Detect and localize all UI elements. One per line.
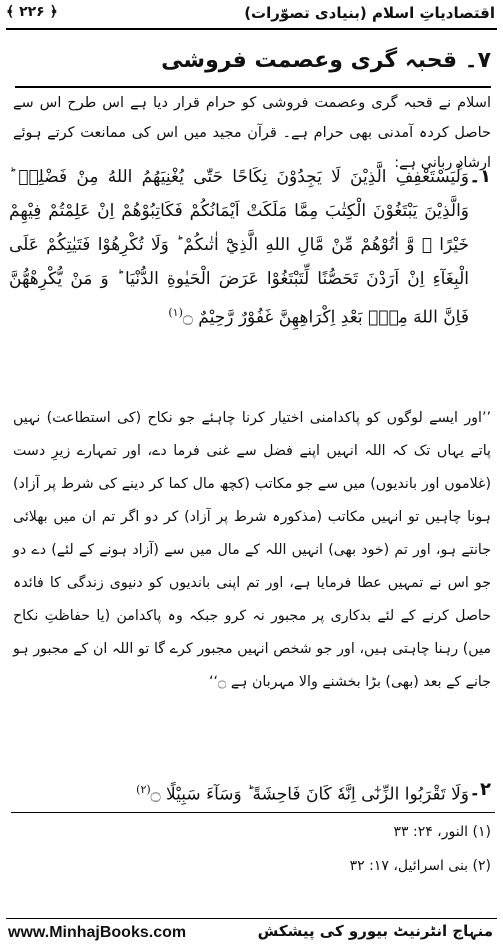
page-header [0,0,503,30]
footnote-divider [11,812,495,813]
verse-1-arabic: وَلْيَسْتَعْفِفِ الَّذِيْنَ لَا يَجِدُوْنَ نِكَاحًا حَتّٰى يُغْنِيَهُمُ اللهُ مِنْ فَضْلِهٖ ؕ وَالَّذِيْنَ يَبْتَغُوْنَ الْكِتٰبَ مِمَّا مَلَكَتْ اَيْمَانُكُمْ فَكَاتِبُوْهُمْ اِنْ عَلِمْتُمْ فِيْهِمْ خَيْرًا ۖ وَّ اٰتُوْهُمْ مِّنْ مَّالِ اللهِ الَّذِيْٓ اٰتٰىكُمْ ؕ وَلَا تُكْرِهُوْا فَتَيٰتِكُمْ عَلَى الْبِغَآءِ اِنْ اَرَدْنَ تَحَصُّنًا لِّتَبْتَغُوْا عَرَضَ الْحَيٰوةِ الدُّنْيَا ؕ وَ مَنْ يُّكْرِهْهُّنَّ فَاِنَّ اللهَ مِنْۢ بَعْدِ اِكْرَاهِهِنَّ غَفُوْرٌ رَّحِيْمٌ ۝ [9,167,469,328]
verse-1-translation: ’’اور ایسے لوگوں کو پاکدامنی اختیار کرنا چاہئے جو نکاح (کی استطاعت) نہیں پاتے یہاں تک کہ اللہ انہیں اپنے فضل سے غنی فرما دے، اور تمہارے زیرِ دست (غلاموں اور باندیوں) میں سے جو مکاتب (کچھ مال کما کر دینے کی شرط پر آزاد) ہونا چاہیں تو انہیں مکاتب (مذکورہ شرط پر آزاد) کر دو اگر تم ان میں بھلائی جانتے ہو، اور تم (خود بھی) انہیں اللہ کے مال میں سے (آزاد ہونے کے لئے) دے دو جو اس نے تمہیں عطا فرمایا ہے، اور تم اپنی باندیوں کو دنیوی زندگی کا فائدہ حاصل کرنے کے لئے بدکاری پر مجبور نہ کرو جبکہ وہ پاکدامن (یا حفاظتِ نکاح میں) رہنا چاہتی ہیں، اور جو شخص انہیں مجبور کرے گا تو اللہ ان کے مجبور ہو جانے کے بعد (بھی) بڑا بخشنے والا مہربان ہے ۝‘‘ [13,410,491,690]
page-number: ﴾ ۲۲۶ ﴿ [6,4,58,20]
verse-2-number: ۲۔ [469,779,491,800]
header-divider [6,28,497,30]
verse-2-ref: (۲) [136,783,151,796]
book-title: اقتصادیاتِ اسلام (بنیادی تصوّرات) [244,4,495,22]
verse-2-arabic: وَلَا تَقْرَبُوا الزِّنٰٓى اِنَّهٗ كَانَ فَاحِشَةً ؕ وَسَآءَ سَبِيْلًا ۝ [150,784,469,805]
presenter-credit: منہاج انٹرنیٹ بیورو کی پیشکش [257,922,493,940]
verse-1-number: ۱۔ [469,166,491,187]
footnote-2: (۲) بنی اسرائیل، ۱۷: ۳۲ [349,858,491,874]
footer-divider [6,918,497,919]
footnote-1: (۱) النور، ۲۴: ۳۳ [393,824,491,840]
verse-1-text [9,160,469,335]
quran-verse-2 [11,773,495,807]
verse-2-text [9,773,469,812]
section-heading: ۷۔ قحبہ گری وعصمت فروشی [15,36,491,88]
verse-1-ref: (۱) [168,306,183,319]
website-link[interactable]: www.MinhajBooks.com [8,924,187,941]
intro-paragraph: اسلام نے قحبہ گری وعصمت فروشی کو حرام قرار دیا ہے اس طرح اس سے حاصل کردہ آمدنی بھی حرام ہے۔ قرآن مجید میں اس کی ممانعت کرتے ہوئے ارشادِ ربانی ہے: [13,95,491,171]
